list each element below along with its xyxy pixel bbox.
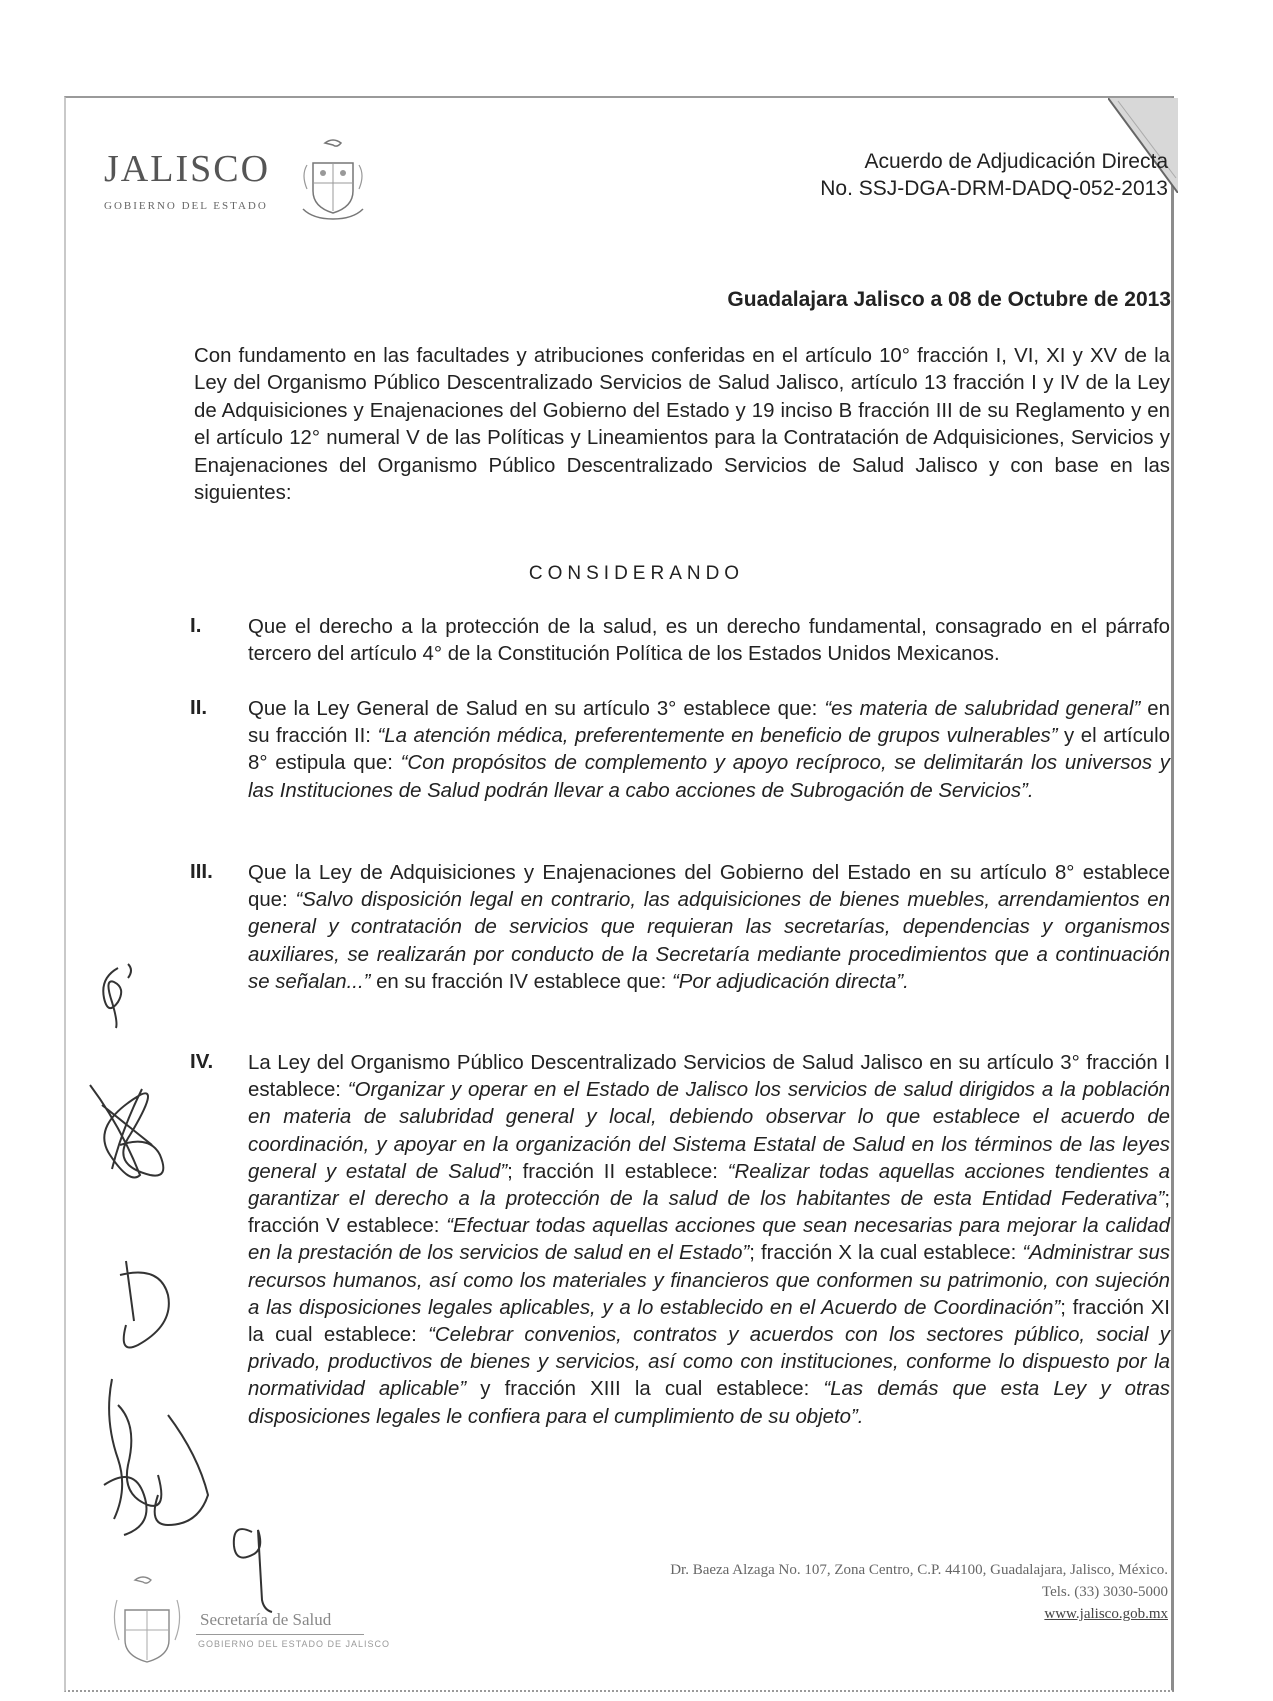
jalisco-logo [100,133,370,228]
coat-of-arms-icon [295,135,370,225]
item-text [248,614,1170,668]
item-number: II. [190,696,208,719]
body-text: en su fracción II: [248,698,1170,748]
handwritten-initial-1 [88,960,148,1030]
quoted-text: “Con propósitos de complemento y apoyo recíproco, se delimitarán los universos y las Instituciones de Salud podrán llevar a cabo acciones de Subrogación de Servicios”. [248,752,1170,802]
body-text: Que la Ley General de Salud en su artículo 3° establece que: [248,698,825,720]
quoted-text: “Celebrar convenios, contratos y acuerdos con los sectores público, social y privado, productivos de bienes y servicios, así como con instituciones, conforme lo dispuesto por la normatividad aplicable” [248,1324,1170,1401]
body-text: ; fracción X la cual establece: [749,1242,1023,1265]
quoted-text: “Salvo disposición legal en contrario, las adquisiciones de bienes muebles, arrendamientos en general y contratación de servicios que requieran las secretarías, dependencias y organismos auxiliares, se realizarán por conducto de la Secretaría mediante procedimientos que a continuación se señalan...” [248,889,1170,993]
quoted-text: “Organizar y operar en el Estado de Jalisco los servicios de salud dirigidos a la población en materia de salubridad general y local, debiendo observar lo que establece el acuerdo de coordinación, y apoyar en la organización del Sistema Estatal de Salud en los términos de las leyes general y estatal de Salud” [248,1079,1170,1183]
quoted-text: “Por adjudicación directa”. [671,970,909,993]
item-text [248,1050,1170,1431]
footer-coat-of-arms-icon [107,1570,187,1670]
footer-address: Dr. Baeza Alzaga No. 107, Zona Centro, C.P. 44100, Guadalajara, Jalisco, México. [670,1562,1168,1578]
body-text: Que el derecho a la protección de la salud, es un derecho fundamental, consagrado en el párrafo tercero del artículo 4° de la Constitución Política de los Estados Unidos Mexicanos. [248,616,1170,666]
body-text: ; fracción V establece: [248,1188,1170,1238]
logo-wordmark: JALISCO [104,148,271,190]
quoted-text: “es materia de salubridad general” [824,698,1141,720]
footer-organization-subtitle: GOBIERNO DEL ESTADO DE JALISCO [198,1639,391,1649]
footer-phone: Tels. (33) 3030-5000 [1041,1584,1168,1600]
quoted-text: “Las demás que esta Ley y otras disposiciones legales le confiera para el cumplimiento de su objeto”. [248,1378,1170,1428]
logo-subtitle: GOBIERNO DEL ESTADO [104,200,268,212]
item-number: III. [190,860,213,883]
body-text: ; fracción XI la cual establece: [248,1296,1170,1347]
body-text: en su fracción IV establece que: [370,970,672,993]
handwritten-initial-2 [112,1255,182,1355]
document-type: Acuerdo de Adjudicación Directa [864,150,1168,173]
body-text: ; fracción II establece: [507,1160,728,1183]
document-number: No. SSJ-DGA-DRM-DADQ-052-2013 [820,177,1168,200]
section-heading: CONSIDERANDO [528,563,745,584]
body-text: y el artículo 8° estipula que: [248,725,1170,775]
item-number: IV. [190,1050,214,1073]
quoted-text: “Administrar sus recursos humanos, así como los materiales y financieros que conformen su patrimonio, con sujeción a las disposiciones legales aplicables, y a lo establecido en el Acuerdo de Coordinación” [248,1242,1170,1319]
body-text: La Ley del Organismo Público Descentralizado Servicios de Salud Jalisco en su artículo 3° fracción I establece: [248,1052,1170,1102]
footer-organization: Secretaría de Salud [200,1610,332,1629]
body-text: y fracción XIII la cual establece: [466,1378,824,1401]
body-text: Que la Ley de Adquisiciones y Enajenaciones del Gobierno del Estado en su artículo 8° establece que: [248,862,1170,912]
handwritten-signature-2 [98,1375,218,1545]
footer-divider [196,1634,364,1635]
intro-paragraph: Con fundamento en las facultades y atribuciones conferidas en el artículo 10° fracción I, VI, XI y XV de la Ley del Organismo Público Descentralizado Servicios de Salud Jalisco, artículo 13 fracción I y IV de la Ley de Adquisiciones y Enajenaciones del Gobierno del Estado y 19 inciso B fracción III de su Reglamento y en el artículo 12° numeral V de las Políticas y Lineamientos para la Contratación de Adquisiciones, Servicios y Enajenaciones del Organismo Público Descentralizado Servicios de Salud Jalisco y con base en las siguientes: [194,345,1170,505]
quoted-text: “Realizar todas aquellas acciones tendientes a garantizar el derecho a la protección de la salud de los habitantes de esta Entidad Federativa” [248,1160,1171,1211]
item-text [248,696,1170,805]
date-line: Guadalajara Jalisco a 08 de Octubre de 2013 [727,288,1171,311]
quoted-text: “Efectuar todas aquellas acciones que sean necesarias para mejorar la calidad en la prestación de los servicios de salud en el Estado” [248,1215,1170,1265]
footer-website-link[interactable]: www.jalisco.gob.mx [1044,1606,1168,1622]
handwritten-mark [222,1518,282,1618]
item-number: I. [190,614,202,637]
handwritten-signature-1 [82,1075,177,1195]
quoted-text: “La atención médica, preferentemente en beneficio de grupos vulnerables” [377,725,1058,748]
item-text [248,860,1170,996]
